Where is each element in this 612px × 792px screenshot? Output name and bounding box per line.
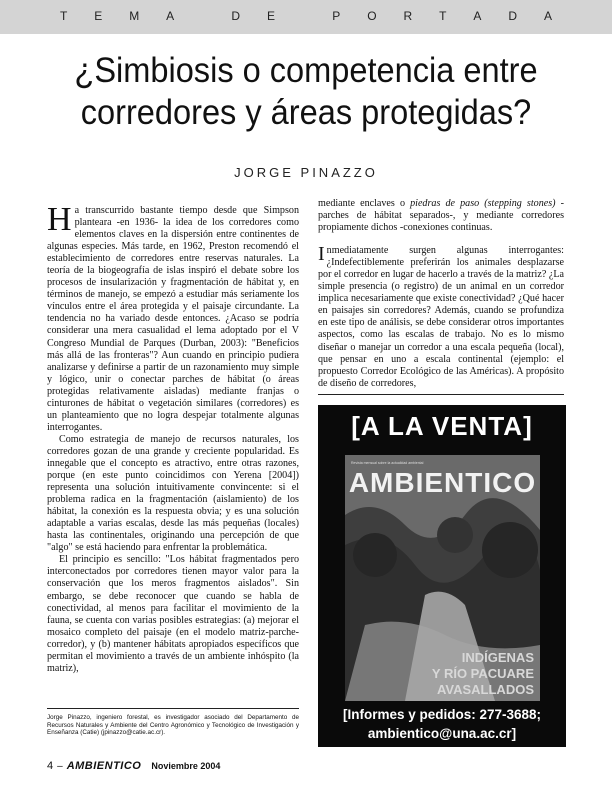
paragraph-1 — [47, 201, 299, 434]
section-letter: E — [267, 9, 276, 23]
article-author: JORGE PINAZZO — [234, 165, 378, 180]
paragraph-3: El principio es sencillo: "Los hábitat fragmentados pero interconectados por corredores tienen mayor valor para la conservación que los meros fragmentos aislados". Sin embargo, se debe reconocer que cuando se habla de conectividad, al menos para facilitar el movimiento de la fauna, se cuenta con varias posibles estrategias: (a) mejorar el mosaico completo del paisaje (en el modelo matriz-parche-corredor), y (b) mantener hábitats apropiados específicos que permitan el movimiento a través de un ambiente inhóspito (la matriz), — [47, 554, 299, 674]
paragraph-5-text: nmediatamente surgen algunas interrogantes: ¿Indefectiblemente preferirán los animales desplazarse por el corredor en lugar de hacerlo a través de la matriz? ¿La simple presencia (o registro) de un animal en un corredor implica necesariamente que existe conectividad? ¿Qué hacer en paisajes sin corredores? Además, cuando se profundiza en este tipo de análisis, se debe considerar otros importantes aspectos, como las escalas de trabajo. No es lo mismo diseñar o manejar un corredor a una escala pequeña (local), que pensar en uno a escala continental (ejemplo: el propuesto Corredor Ecológico de las Américas). A propósito de diseño de corredores, — [318, 245, 564, 389]
cover-logo: AMBIENTICO — [348, 467, 537, 498]
ad-contact-line-1: [Informes y pedidos: 277-3688; — [342, 707, 542, 722]
left-column — [47, 201, 299, 675]
footnote-rule — [47, 708, 299, 709]
section-header-bar — [0, 0, 612, 34]
ad-contact-email: ambientico@una.ac.cr] — [367, 726, 517, 741]
section-letter — [201, 9, 204, 23]
drop-cap: I — [318, 243, 325, 266]
section-letter: D — [508, 9, 517, 23]
paragraph-5 — [318, 245, 564, 390]
issue-date: Noviembre 2004 — [151, 761, 221, 771]
article-title-line-2: corredores y áreas protegidas? — [80, 93, 532, 132]
cover-caption-line: INDÍGENAS — [461, 650, 534, 665]
ad-headline: [A LA VENTA] — [351, 411, 533, 441]
cover-caption-line: Y RÍO PACUARE — [431, 666, 534, 681]
article-title-line-1: ¿Simbiosis o competencia entre — [74, 51, 538, 90]
article-title — [40, 50, 572, 134]
paragraph-1-text: a transcurrido bastante tiempo desde que Simpson planteara -en 1936- la idea de los corredores como elementos claves en la dispersión entre continentes de algunas especies. Más tarde, en 1962, Preston recomendó el establecimiento de corredores entre reservas naturales. La teoría de la biogeografía de islas inspiró el debate sobre los procesos de insularización y fragmentación de hábitat y, en términos de manejo, se empezó a estudiar más seriamente los vínculos entre el área protegida y el paisaje circundante. La tendencia no ha variado desde entonces. ¿Acaso se podría considerar una mera casualidad el lema adoptado por el V Congreso Mundial de Parques (Durban, 2003): "Beneficios más allá de las fronteras"? Aun cuando en principio pudiera analizarse y definirse a partir de un razonamiento muy simple y lógico, unir o conectar parches de hábitat (o áreas protegidas relativamente aisladas) mediante franjas o cinturones de hábitat o vegetación similares (corredores) es un planteamiento que no logra despejar totalmente algunas interrogantes. — [47, 205, 299, 433]
sale-advertisement — [318, 405, 566, 747]
paragraph-4-text-a: mediante enclaves o — [318, 198, 411, 209]
section-letter: T — [60, 9, 68, 23]
section-letter: M — [129, 9, 140, 23]
author-footnote: Jorge Pinazzo, ingeniero forestal, es investigador asociado del Departamento de Recursos Naturales y Ambiente del Centro Agronómico y Tecnológico de Investigación y Enseñanza (Catie) (jpinazzo@catie.ac.cr). — [47, 714, 299, 737]
paragraph-4 — [318, 198, 564, 234]
cover-topline: Revista mensual sobre la actualidad ambiental — [351, 461, 424, 465]
section-letter: T — [439, 9, 447, 23]
page-footer — [47, 760, 220, 772]
magazine-logo: AMBIENTICO — [66, 760, 142, 772]
section-letter — [302, 9, 305, 23]
paragraph-4-italic: piedras de paso (stepping stones) — [410, 198, 556, 209]
ad-contact-info — [318, 705, 566, 743]
paragraph-2: Como estrategia de manejo de recursos naturales, los corredores gozan de una grande y creciente popularidad. Es innegable que el concepto es atractivo, entre otras razones, porque (en este punto coincidimos con Yerena [2004]) representa una solución intuitivamente convincente: si el problema radica en la fragmentación (aislamiento) de los hábitat, la conexión es la respuesta obvia; y es una solución adaptable a varias escalas, desde las más pequeñas (locales) hasta las continentales, originando una percepción de que "algo" se está haciendo para enfrentar la problemática. — [47, 433, 299, 554]
magazine-cover-image — [345, 455, 540, 701]
page-number: 4 — [47, 760, 54, 772]
footer-dash: – — [57, 760, 63, 772]
section-label — [60, 9, 552, 23]
section-letter: A — [166, 9, 175, 23]
drop-cap: H — [47, 201, 72, 238]
section-letter: A — [473, 9, 482, 23]
cover-caption — [345, 650, 534, 698]
cover-caption-line: AVASALLADOS — [436, 682, 534, 697]
column-divider-rule — [318, 394, 564, 395]
paragraph-gap — [318, 234, 564, 245]
section-letter: A — [543, 9, 552, 23]
section-letter: D — [231, 9, 241, 23]
section-letter: P — [332, 9, 341, 23]
section-letter: R — [403, 9, 413, 23]
right-column — [318, 198, 564, 390]
section-letter: O — [367, 9, 377, 23]
section-letter: E — [94, 9, 103, 23]
paragraph-4-text-b: -parches de hábitat separados-, y mediante corredores propiamente dichos -conexiones continuas. — [318, 198, 564, 234]
